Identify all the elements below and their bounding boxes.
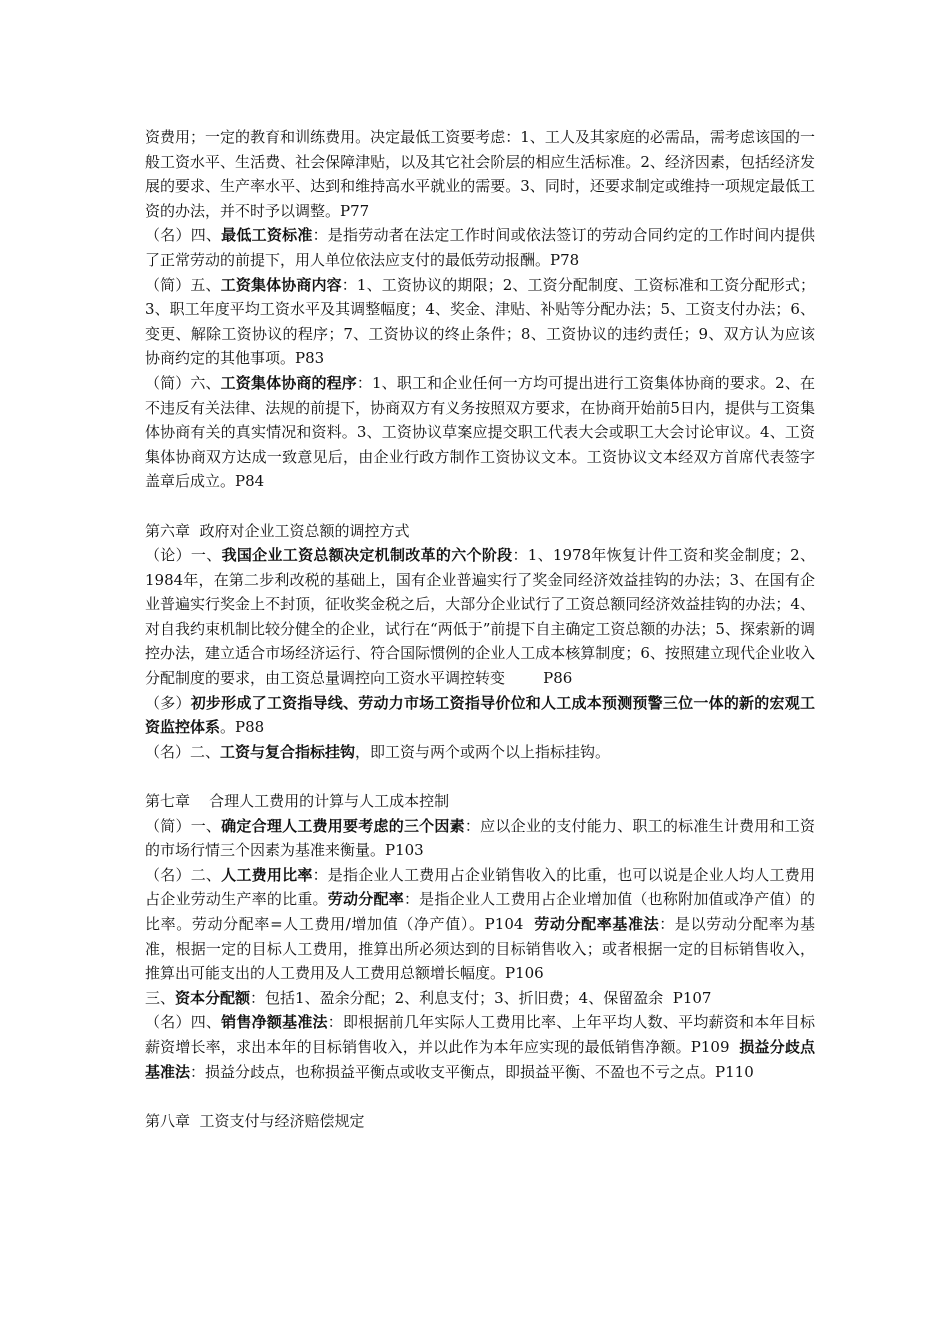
- intro-paragraph: 资费用；一定的教育和训练费用。决定最低工资要考虑：1、工人及其家庭的必需品，需考虑该国的一般工资水平、生活费、社会保障津贴，以及其它社会阶层的相应生活标准。2、经济因素，包括经济发展的要求、生产率水平、达到和维持高水平就业的需要。3、同时，还要求制定或维持一项规定最低工资的办法，并不时予以调整。P77: [145, 128, 815, 220]
- chapter-7-item-1: （简）一、确定合理人工费用要考虑的三个因素：应以企业的支付能力、职工的标准生计费用和工资的市场行情三个因素为基准来衡量。P103: [145, 816, 815, 860]
- term-bold: 最低工资标准: [221, 226, 313, 245]
- section-4-paragraph: （名）四、最低工资标准：是指劳动者在法定工作时间或依法签订的劳动合同约定的工作时间内提供了正常劳动的前提下，用人单位依法应支付的最低劳动报酬。P78: [145, 226, 815, 269]
- chapter-6-item-3: （名）二、工资与复合指标挂钩，即工资与两个或两个以上指标挂钩。: [145, 742, 611, 761]
- document-page: [145, 125, 815, 1133]
- blank-line: [145, 764, 815, 789]
- term-bold: 工资集体协商内容: [220, 275, 342, 294]
- chapter-6-item-2: （多）初步形成了工资指导线、劳动力市场工资指导价位和人工成本预测预警三位一体的新的宏观工资监控体系。P88: [145, 693, 815, 737]
- term-bold: 确定合理人工费用要考虑的三个因素: [221, 816, 465, 835]
- chapter-6-item-1: （论）一、我国企业工资总额决定机制改革的六个阶段：1、1978年恢复计件工资和奖金制度；2、1984年，在第二步利改税的基础上，国有企业普遍实行了奖金同经济效益挂钩的办法；3、在国有企业普遍实行奖金上不封顶，征收奖金税之后，大部分企业试行了工资总额同经济效益挂钩的办法；4、对自我约束机制比较分健全的企业，试行在“两低于”前提下自主确定工资总额的办法；5、探索新的调控办法，建立适合市场经济运行、符合国际惯例的企业人工成本核算制度；6、按照建立现代企业收入分配制度的要求，由工资总量调控向工资水平调控转变 P86: [145, 546, 815, 688]
- term-bold: 人工费用比率: [221, 865, 313, 884]
- blank-line: [145, 1084, 815, 1109]
- term-bold: 我国企业工资总额决定机制改革的六个阶段: [221, 546, 513, 565]
- chapter-7-item-2: （名）二、人工费用比率：是指企业人工费用占企业销售收入的比重，也可以说是企业人均人工费用占企业劳动生产率的比重。劳动分配率：是指企业人工费用占企业增加值（也称附加值或净产值）的比率。劳动分配率=人工费用/增加值（净产值）。P104 劳动分配率基准法：是以劳动分配率为基准，根据一定的目标人工费用，推算出所必须达到的目标销售收入；或者根据一定的目标销售收入，推算出可能支出的人工费用及人工费用总额增长幅度。P106: [145, 865, 815, 983]
- term-bold: 初步形成了工资指导线、劳动力市场工资指导价位和人工成本预测预警三位一体的新的宏观工资监控体系: [145, 693, 815, 737]
- section-5-paragraph: （简）五、工资集体协商内容：1、工资协议的期限；2、工资分配制度、工资标准和工资分配形式；3、职工年度平均工资水平及其调整幅度；4、奖金、津贴、补贴等分配办法；5、工资支付办法；6、变更、解除工资协议的程序；7、工资协议的终止条件；8、工资协议的违约责任；9、双方认为应该协商约定的其他事项。P83: [145, 275, 815, 368]
- term-bold: 资本分配额: [175, 988, 251, 1007]
- term-bold: 劳动分配率: [327, 890, 404, 909]
- term-bold: 工资与复合指标挂钩: [220, 742, 356, 761]
- term-bold: 劳动分配率基准法: [534, 915, 660, 933]
- term-bold: 工资集体协商的程序: [220, 373, 357, 392]
- chapter-6-heading: 第六章 政府对企业工资总额的调控方式: [145, 521, 410, 540]
- chapter-7-item-4: （名）四、销售净额基准法：即根据前几年实际人工费用比率、上年平均人数、平均薪资和本年目标薪资增长率，求出本年的目标销售收入，并以此作为本年应实现的最低销售净额。P109 损益分歧点基准法：损益分歧点，也称损益平衡点或收支平衡点，即损益平衡、不盈也不亏之点。P110: [145, 1013, 815, 1081]
- chapter-8-heading: 第八章 工资支付与经济赔偿规定: [145, 1111, 365, 1130]
- term-bold: 损益分歧点基准法: [145, 1037, 815, 1081]
- chapter-7-item-3: 三、资本分配额：包括1、盈余分配；2、利息支付；3、折旧费；4、保留盈余 P107: [145, 988, 712, 1007]
- blank-line: [145, 494, 815, 519]
- chapter-7-heading: 第七章 合理人工费用的计算与人工成本控制: [145, 792, 450, 811]
- section-6-paragraph: （简）六、工资集体协商的程序：1、职工和企业任何一方均可提出进行工资集体协商的要求。2、在不违反有关法律、法规的前提下，协商双方有义务按照双方要求，在协商开始前5日内，提供与工资集体协商有关的真实情况和资料。3、工资协议草案应提交职工代表大会或职工大会讨论审议。4、工资集体协商双方达成一致意见后，由企业行政方制作工资协议文本。工资协议文本经双方首席代表签字盖章后成立。P84: [145, 373, 815, 491]
- term-bold: 销售净额基准法: [221, 1013, 328, 1032]
